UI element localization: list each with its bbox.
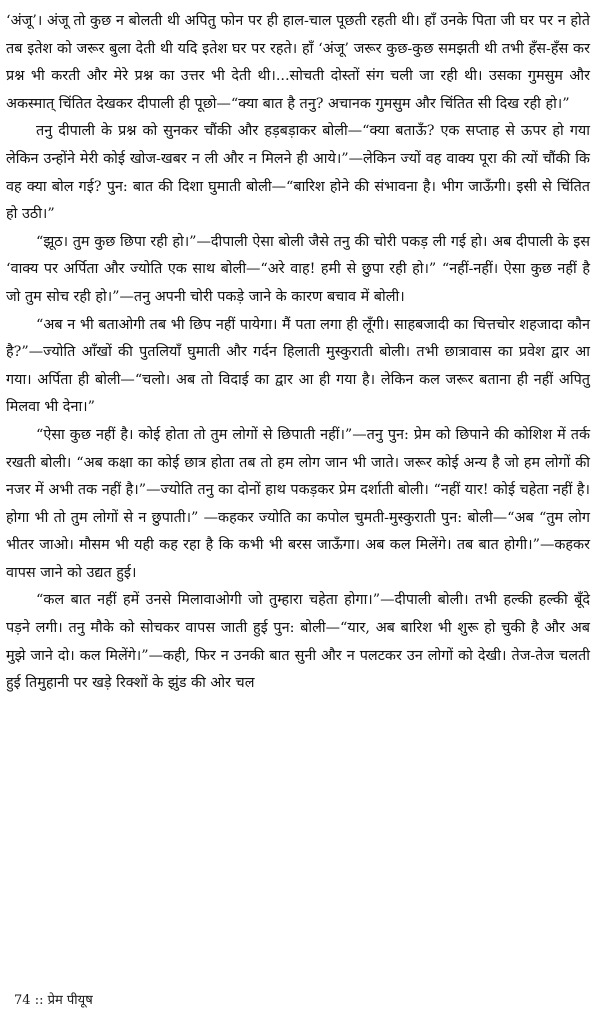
book-title: प्रेम पीयूष: [47, 993, 93, 1008]
paragraph-6: “कल बात नहीं हमें उनसे मिलावाओगी जो तुम्हारा चहेता होगा।”—दीपाली बोली। तभी हल्की हल्की बूँदे पड़ने लगी। तनु मौके को सोचकर वापस जाती हुई पुन: बोली—“यार, अब बारिश भी शुरू हो चुकी है और अब मुझे जाने दो। कल मिलेंगे।”—कही, फिर न उनकी बात सुनी और न पलटकर उन लोगों को देखी। तेज-तेज चलती हुई तिमुहानी पर खड़े रिक्शों के झुंड की ओर चल: [6, 592, 590, 692]
page-footer: [14, 992, 93, 1010]
paragraph-3: “झूठ। तुम कुछ छिपा रही हो।”—दीपाली ऐसा बोली जैसे तनु की चोरी पकड़ ली गई हो। अब दीपाली के इस ‘वाक्य पर अर्पिता और ज्योति एक साथ बोली—“अरे वाह! हमी से छुपा रही हो।” “नहीं-नहीं। ऐसा कुछ नहीं है जो तुम सोच रही हो।”—तनु अपनी चोरी पकड़े जाने के कारण बचाव में बोली।: [6, 233, 590, 305]
paragraph-2: तनु दीपाली के प्रश्न को सुनकर चौंकी और हड़बड़ाकर बोली—“क्या बताऊँ? एक सप्ताह से ऊपर हो गया लेकिन उन्होंने मेरी कोई खोज-खबर न ली और न मिलने ही आये।”—लेकिन ज्यों वह वाक्य पूरा की त्यों चौंकी कि वह क्या बोल गई? पुन: बात की दिशा घुमाती बोली—“बारिश होने की संभावना है। भीग जाऊँगी। इसी से चिंतित हो उठी।”: [6, 123, 590, 223]
paragraph-5: “ऐसा कुछ नहीं है। कोई होता तो तुम लोगों से छिपाती नहीं।”—तनु पुन: प्रेम को छिपाने की कोशिश में तर्क रखती बोली। “अब कक्षा का कोई छात्र होता तब तो हम लोग जान भी जाते। जरूर कोई अन्य है जो हम लोगों की नजर में अभी तक नहीं है।”—ज्योति तनु का दोनों हाथ पकड़कर प्रेम दर्शाती बोली। “नहीं यार! कोई चहेता नहीं है। होगा भी तो तुम लोगों से न छुपाती।” —कहकर ज्योति का कपोल चुमती-मुस्कुराती पुन: बोली—“अब “तुम लोग भीतर जाओ। मौसम भी यही कह रहा है कि कभी भी बरस जाऊँगा। अब कल मिलेंगे। तब बात होगी।”—कहकर वापस जाने को उद्यत हुई।: [6, 426, 590, 581]
page-number: 74: [14, 993, 31, 1008]
footer-separator: ::: [34, 993, 44, 1008]
body-text: [6, 8, 590, 698]
paragraph-1: ‘अंजू’। अंजू तो कुछ न बोलती थी अपितु फोन पर ही हाल-चाल पूछती रहती थी। हाँ उनके पिता जी घर पर न होते तब इतेश को जरूर बुला देती थी यदि इतेश घर पर रहते। हाँ ‘अंजू’ जरूर कुछ-कुछ समझती थी तभी हँस-हँस कर प्रश्न भी करती और मेरे प्रश्न का उत्तर भी देती थी।...सोचती दोस्तों संग चली जा रही थी। उसका गुमसुम और अकस्मात् चिंतित देखकर दीपाली ही पूछो—“क्या बात है तनु? अचानक गुमसुम और चिंतित सी दिख रही हो।”: [6, 13, 590, 112]
paragraph-4: “अब न भी बताओगी तब भी छिप नहीं पायेगा। मैं पता लगा ही लूँगी। साहबजादी का चित्तचोर शहजादा कौन है?”—ज्योति आँखों की पुतलियाँ घुमाती और गर्दन हिलाती मुस्कुराती बोली। तभी छात्रावास का प्रवेश द्वार आ गया। अर्पिता ही बोली—“चलो। अब तो विदाई का द्वार आ ही गया है। लेकिन कल जरूर बताना ही नहीं अपितु मिलवा भी देना।”: [6, 316, 590, 416]
